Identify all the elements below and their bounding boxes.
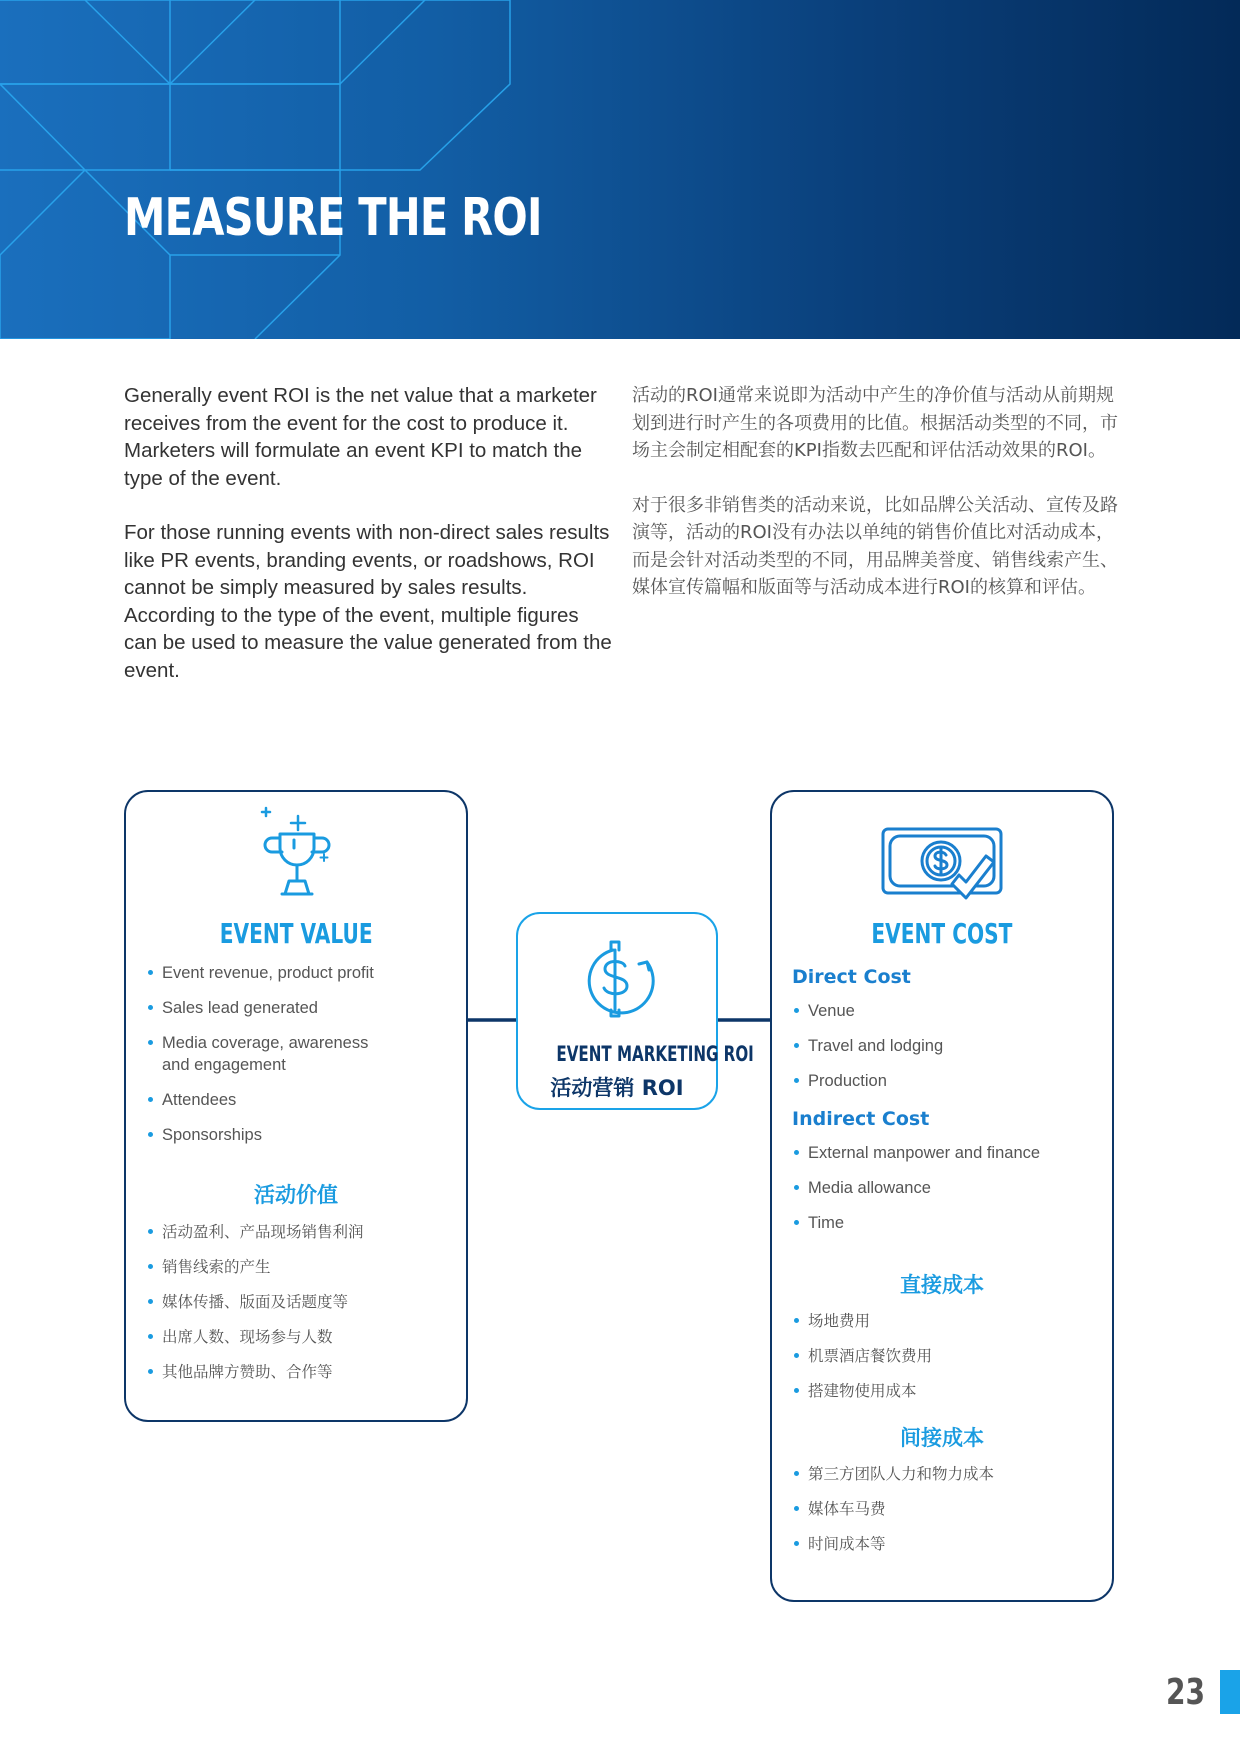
list-item: 媒体车马费 — [792, 1498, 1102, 1520]
trophy-icon — [252, 802, 342, 911]
list-item: Attendees — [146, 1089, 456, 1111]
list-item: 销售线索的产生 — [146, 1256, 456, 1278]
header-banner — [0, 0, 1240, 339]
event-value-title: EVENT VALUE — [219, 917, 373, 950]
direct-cost-cn-title: 直接成本 — [900, 1273, 984, 1297]
center-label-en: EVENT MARKETING ROI — [556, 1042, 754, 1066]
intro-english — [124, 382, 612, 711]
intro-en-paragraph-1: Generally event ROI is the net value that a marketer receives from the event for the cost to produce it. Marketers will formulate an event KPI to match the type of the event. — [124, 384, 597, 490]
event-marketing-roi-card — [516, 912, 754, 1110]
page-number: 23 — [1166, 1672, 1206, 1713]
list-item: 活动盈利、产品现场销售利润 — [146, 1221, 456, 1243]
dollar-cycle-icon — [573, 928, 663, 1033]
intro-cn-paragraph-1: 活动的ROI通常来说即为活动中产生的净价值与活动从前期规划到进行时产生的各项费用的比值。根据活动类型的不同，市场主会制定相配套的KPI指数去匹配和评估活动效果的ROI。 — [632, 385, 1118, 461]
intro-chinese — [632, 382, 1122, 629]
list-item: 第三方团队人力和物力成本 — [792, 1463, 1102, 1485]
list-item: Media allowance — [792, 1177, 1102, 1199]
event-value-list — [146, 962, 456, 1146]
event-cost-title: EVENT COST — [871, 917, 1013, 950]
indirect-cost-cn-title: 间接成本 — [900, 1426, 984, 1450]
event-value-cn-list — [146, 1221, 456, 1383]
list-item: 机票酒店餐饮费用 — [792, 1345, 1102, 1367]
intro-en-paragraph-2: For those running events with non-direct sales results like PR events, branding events, or roadshows, ROI cannot be simply measured by sales results. According to the type of the event, multiple figures can be used to measure the value generated from the event. — [124, 521, 612, 682]
geometric-pattern — [0, 0, 560, 339]
event-cost-card — [770, 790, 1114, 1602]
indirect-cost-title: Indirect Cost — [792, 1108, 930, 1130]
event-value-card — [124, 790, 468, 1422]
list-item: 出席人数、现场参与人数 — [146, 1326, 456, 1348]
direct-cost-cn-list — [792, 1310, 1102, 1402]
page-tab-marker — [1220, 1670, 1240, 1714]
list-item: Event revenue, product profit — [146, 962, 456, 984]
list-item: Time — [792, 1212, 1102, 1234]
indirect-cost-list — [792, 1142, 1102, 1234]
money-check-icon — [880, 826, 1020, 911]
center-label-cn: 活动营销 ROI — [550, 1076, 684, 1100]
list-item: Production — [792, 1070, 1102, 1092]
page-title: MEASURE THE ROI — [124, 188, 542, 248]
intro-cn-paragraph-2: 对于很多非销售类的活动来说，比如品牌公关活动、宣传及路演等，活动的ROI没有办法以单纯的销售价值比对活动成本，而是会针对活动类型的不同，用品牌美誉度、销售线索产生、媒体宣传篇幅和版面等与活动成本进行ROI的核算和评估。 — [632, 494, 1118, 598]
list-item: Sales lead generated — [146, 997, 456, 1019]
list-item: External manpower and finance — [792, 1142, 1102, 1164]
list-item: 其他品牌方赞助、合作等 — [146, 1361, 456, 1383]
list-item: 搭建物使用成本 — [792, 1380, 1102, 1402]
event-value-cn-title: 活动价值 — [254, 1183, 338, 1207]
list-item: 时间成本等 — [792, 1533, 1102, 1555]
list-item: Travel and lodging — [792, 1035, 1102, 1057]
direct-cost-title: Direct Cost — [792, 966, 911, 988]
indirect-cost-cn-list — [792, 1463, 1102, 1555]
list-item: Media coverage, awareness and engagement — [146, 1032, 392, 1076]
list-item: Venue — [792, 1000, 1102, 1022]
direct-cost-list — [792, 1000, 1102, 1092]
list-item: 媒体传播、版面及话题度等 — [146, 1291, 456, 1313]
list-item: 场地费用 — [792, 1310, 1102, 1332]
list-item: Sponsorships — [146, 1124, 456, 1146]
